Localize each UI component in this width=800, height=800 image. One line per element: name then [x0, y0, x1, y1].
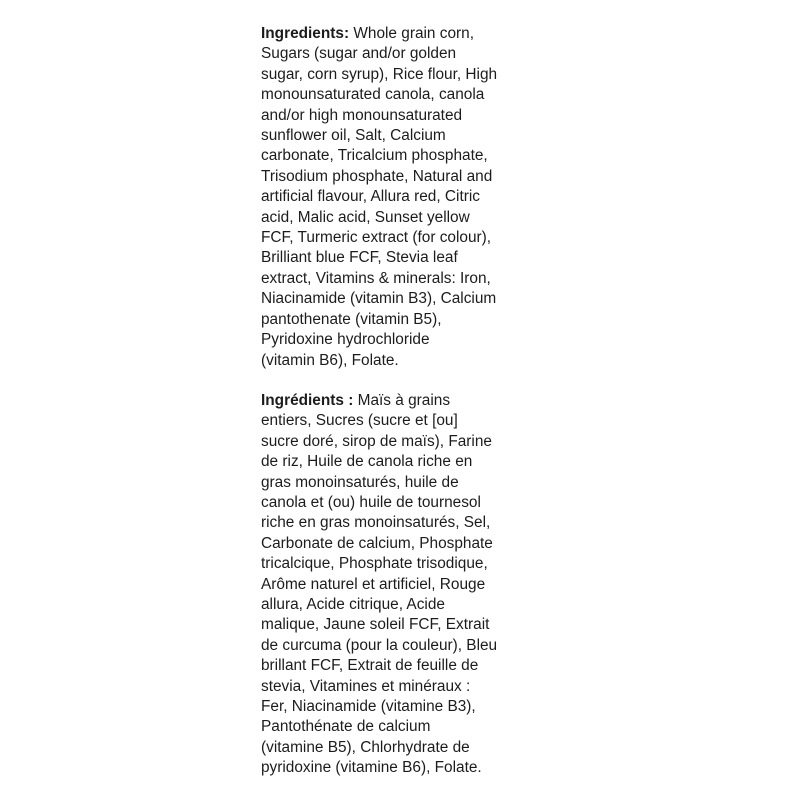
- ingredients-line: tricalcique, Phosphate trisodique,: [261, 555, 488, 573]
- ingredients-line: artificial flavour, Allura red, Citric: [261, 188, 480, 206]
- ingredients-line: monounsaturated canola, canola: [261, 86, 485, 104]
- ingredients-line: Carbonate de calcium, Phosphate: [261, 534, 493, 552]
- ingredients-line: canola et (ou) huile de tournesol: [261, 493, 481, 511]
- ingredients-line: [261, 391, 551, 411]
- ingredients-line: Pantothénate de calcium: [261, 718, 431, 736]
- ingredients-line: Brilliant blue FCF, Stevia leaf: [261, 249, 458, 267]
- ingredients-english: [261, 24, 551, 371]
- ingredients-line: [261, 24, 551, 44]
- ingredients-line: sunflower oil, Salt, Calcium: [261, 127, 446, 145]
- ingredients-line: Niacinamide (vitamin B3), Calcium: [261, 290, 497, 308]
- ingredients-line: entiers, Sucres (sucre et [ou]: [261, 412, 458, 430]
- ingredients-text: Whole grain corn,: [349, 25, 474, 42]
- ingredients-line: stevia, Vitamines et minéraux :: [261, 677, 471, 695]
- ingredients-line: riche en gras monoinsaturés, Sel,: [261, 514, 491, 532]
- ingredients-text: Maïs à grains: [353, 391, 451, 409]
- ingredients-line: acid, Malic acid, Sunset yellow: [261, 208, 470, 226]
- ingredients-line: brillant FCF, Extrait de feuille de: [261, 657, 479, 675]
- ingredients-line: pyridoxine (vitamine B6), Folate.: [261, 759, 482, 777]
- ingredients-french: [261, 391, 551, 779]
- ingredients-heading-english: Ingredients:: [261, 25, 350, 42]
- ingredients-line: extract, Vitamins & minerals: Iron,: [261, 269, 491, 287]
- ingredients-line: Sugars (sugar and/or golden: [261, 45, 457, 63]
- ingredients-heading-french: Ingrédients :: [261, 391, 354, 409]
- ingredients-line: (vitamine B5), Chlorhydrate de: [261, 738, 470, 756]
- ingredients-line: gras monoinsaturés, huile de: [261, 473, 459, 491]
- ingredients-label: [261, 24, 551, 779]
- ingredients-line: Trisodium phosphate, Natural and: [261, 167, 493, 185]
- ingredients-line: malique, Jaune soleil FCF, Extrait: [261, 616, 490, 634]
- ingredients-line: Fer, Niacinamide (vitamine B3),: [261, 698, 476, 715]
- ingredients-line: carbonate, Tricalcium phosphate,: [261, 147, 488, 165]
- ingredients-line: and/or high monounsaturated: [261, 106, 463, 124]
- ingredients-line: de curcuma (pour la couleur), Bleu: [261, 636, 498, 654]
- ingredients-line: Pyridoxine hydrochloride: [261, 331, 430, 349]
- ingredients-line: de riz, Huile de canola riche en: [261, 453, 473, 471]
- ingredients-line: pantothenate (vitamin B5),: [261, 310, 442, 328]
- ingredients-line: sugar, corn syrup), Rice flour, High: [261, 65, 498, 83]
- ingredients-line: sucre doré, sirop de maïs), Farine: [261, 432, 492, 450]
- ingredients-line: (vitamin B6), Folate.: [261, 351, 399, 369]
- ingredients-line: FCF, Turmeric extract (for colour),: [261, 229, 492, 247]
- ingredients-line: allura, Acide citrique, Acide: [261, 595, 445, 613]
- ingredients-line: Arôme naturel et artificiel, Rouge: [261, 575, 486, 593]
